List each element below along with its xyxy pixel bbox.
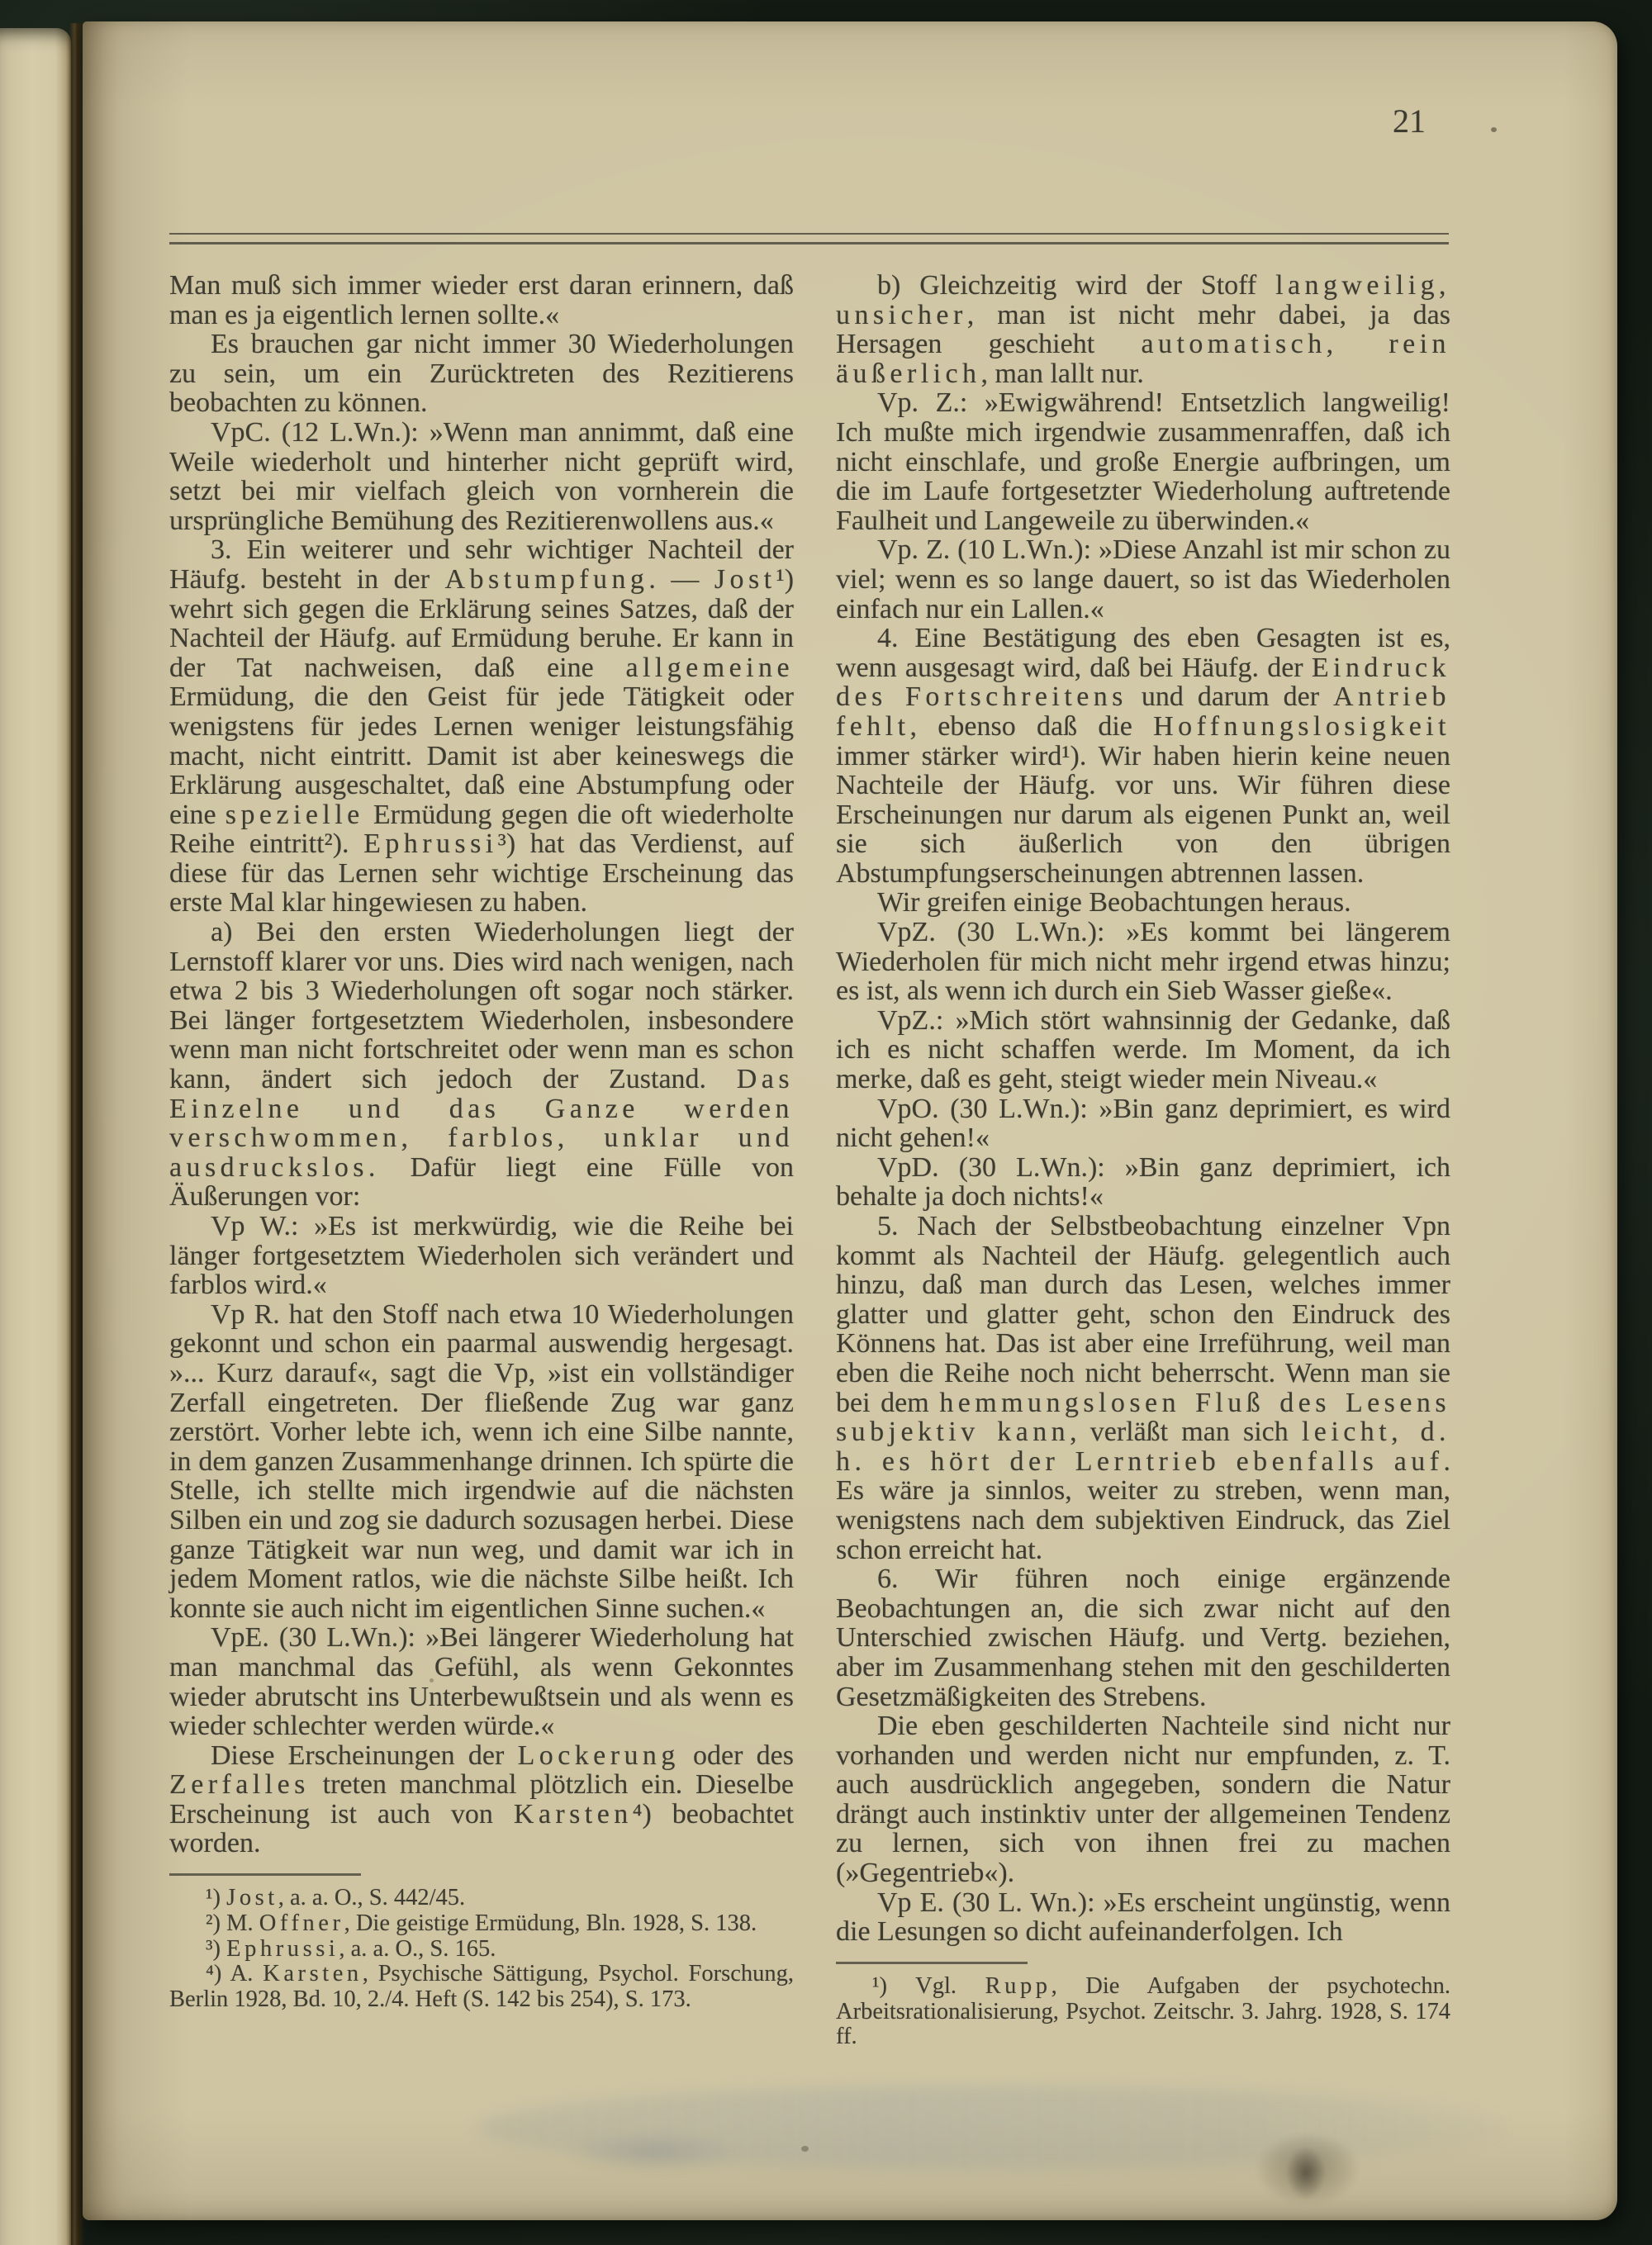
footnote: ⁴) A. Karsten, Psychische Sättigung, Psychol. Forschung, Berlin 1928, Bd. 10, 2./4. Heft (S. 142 bis 254), S. 173. bbox=[169, 1961, 794, 2013]
paragraph: Vp E. (30 L. Wn.): »Es erscheint ungünstig, wenn die Lesungen so dicht aufeinanderfolgen. Ich bbox=[836, 1887, 1450, 1948]
book-page bbox=[83, 21, 1617, 2220]
footnote: ¹) Vgl. Rupp, Die Aufgaben der psychotechn. Arbeitsrationalisierung, Psychot. Zeitschr. 3. Jahrg. 1928, S. 174 ff. bbox=[836, 1972, 1450, 2050]
column-right bbox=[836, 271, 1450, 2050]
paragraph: b) Gleichzeitig wird der Stoff langweilig, unsicher, man ist nicht mehr dabei, ja das Hersagen geschieht automatisch, rein äußerlich, man lallt nur. bbox=[836, 270, 1450, 389]
footnote: ²) M. Offner, Die geistige Ermüdung, Bln. 1928, S. 138. bbox=[206, 1910, 757, 1936]
paragraph: a) Bei den ersten Wiederholungen liegt der Lernstoff klarer vor uns. Dies wird nach wenigen, nach etwa 2 bis 3 Wiederholungen oft sogar noch stärker. Bei länger fortgesetztem Wiederholen, insbesondere wenn man nicht fortschreitet oder wenn man es schon kann, ändert sich jedoch der Zustand. Das Einzelne und das Ganze werden verschwommen, farblos, unklar und ausdruckslos. Dafür liegt eine Fülle von Äußerungen vor: bbox=[169, 917, 794, 1213]
speck bbox=[1491, 127, 1497, 132]
paragraph: Vp W.: »Es ist merkwürdig, wie die Reihe bei länger fortgesetztem Wiederholen sich verändert und farblos wird.« bbox=[169, 1211, 794, 1301]
paragraph: Vp. Z.: »Ewigwährend! Entsetzlich langweilig! Ich mußte mich irgendwie zusammenraffen, daß ich nicht einschlafe, und große Energie aufbringen, um die im Laufe fortgesetzter Wiederholung auftretende Faulheit und Langeweile zu überwinden.« bbox=[836, 387, 1450, 536]
column-left-body bbox=[169, 271, 794, 1858]
paragraph: Wir greifen einige Beobachtungen heraus. bbox=[877, 887, 1351, 918]
paragraph: VpO. (30 L.Wn.): »Bin ganz deprimiert, es wird nicht gehen!« bbox=[836, 1093, 1450, 1154]
page-number: 21 bbox=[1393, 102, 1426, 140]
column-right-footnotes bbox=[836, 1974, 1450, 2050]
footnote: ¹) Jost, a. a. O., S. 442/45. bbox=[206, 1885, 466, 1911]
stain bbox=[1246, 2126, 1370, 2212]
column-left-footnotes bbox=[169, 1886, 794, 2013]
stain bbox=[1282, 2141, 1330, 2205]
footnote: ³) Ephrussi, a. a. O., S. 165. bbox=[206, 1935, 496, 1962]
paragraph: VpD. (30 L.Wn.): »Bin ganz deprimiert, ich behalte ja doch nichts!« bbox=[836, 1151, 1450, 1213]
paragraph: VpE. (30 L.Wn.): »Bei längerer Wiederholung hat man manchmal das Gefühl, als wenn Gekonntes wieder abrutscht ins Unterbewußtsein und als wenn es wieder schlechter werden würde.« bbox=[169, 1622, 794, 1742]
speck bbox=[801, 2146, 809, 2152]
header-rule bbox=[169, 233, 1449, 244]
paragraph: VpZ.: »Mich stört wahnsinnig der Gedanke, daß ich es nicht schaffen werde. Im Moment, da ich merke, daß es geht, steigt wieder mein Niveau.« bbox=[836, 1004, 1450, 1095]
previous-page-edge bbox=[0, 28, 71, 2245]
paragraph: Vp R. hat den Stoff nach etwa 10 Wiederholungen gekonnt und schon ein paarmal auswendig hergesagt. »... Kurz darauf«, sagt die Vp, »ist ein vollständiger Zerfall eingetreten. Der fließende Zug war ganz zerstört. Vorher lebte ich, wenn ich eine Silbe nannte, in dem ganzen Zusammenhange drinnen. Ich spürte die Stelle, ich stellte mich irgendwie auf die nächsten Silben ein und zog sie dadurch sozusagen herbei. Diese ganze Tätigkeit war nun weg, und damit war ich in jedem Moment ratlos, wie die nächste Silbe heißt. Ich konnte sie auch nicht im eigentlichen Sinne suchen.« bbox=[169, 1298, 794, 1624]
paragraph: Vp. Z. (10 L.Wn.): »Diese Anzahl ist mir schon zu viel; wenn es so lange dauert, so ist das Wiederholen einfach nur ein Lallen.« bbox=[836, 534, 1450, 624]
paragraph: Es brauchen gar nicht immer 30 Wiederholungen zu sein, um ein Zurücktreten des Rezitierens beobachten zu können. bbox=[169, 329, 794, 419]
column-right-body bbox=[836, 271, 1450, 1947]
column-left bbox=[169, 271, 794, 2013]
footnote-rule-right bbox=[836, 1962, 1028, 1964]
paragraph: 5. Nach der Selbstbeobachtung einzelner Vpn kommt als Nachteil der Häufg. gelegentlich auch hinzu, daß man durch das Lesen, welches immer glatter und glatter geht, schon den Eindruck des Könnens hat. Das ist aber eine Irreführung, weil man eben die Reihe noch nicht beherrscht. Wenn man sie bei dem hemmungslosen Fluß des Lesens subjektiv kann, verläßt man sich leicht, d. h. es hört der Lerntrieb ebenfalls auf. Es wäre ja sinnlos, weiter zu streben, wenn man, wenigstens nach dem subjektiven Eindruck, das Ziel schon erreicht hat. bbox=[836, 1211, 1451, 1565]
paragraph: Die eben geschilderten Nachteile sind nicht nur vorhanden und werden nicht nur empfunden, z. T. auch ausdrücklich angegeben, sondern die Natur drängt auch instinktiv unter der allgemeinen Tendenz zu lernen, sich von ihnen frei zu machen (»Gegentrieb«). bbox=[836, 1711, 1450, 1889]
paragraph: Diese Erscheinungen der Lockerung oder des Zerfalles treten manchmal plötzlich ein. Dieselbe Erscheinung ist auch von Karsten⁴) beobachtet worden. bbox=[169, 1740, 794, 1859]
paragraph: Man muß sich immer wieder erst daran erinnern, daß man es ja eigentlich lernen sollte.« bbox=[169, 270, 794, 330]
paragraph: VpZ. (30 L.Wn.): »Es kommt bei längerem Wiederholen für mich nicht mehr irgend etwas hinzu; es ist, als wenn ich durch ein Sieb Wasser gieße«. bbox=[836, 917, 1450, 1007]
paragraph: VpC. (12 L.Wn.): »Wenn man annimmt, daß eine Weile wiederholt und hinterher nicht geprüft wird, setzt bei mir vielfach gleich von vornherein die ursprüngliche Bemühung des Rezitierenwollens aus.« bbox=[169, 416, 794, 536]
paragraph: 4. Eine Bestätigung des eben Gesagten ist es, wenn ausgesagt wird, daß bei Häufg. der Eindruck des Fortschreitens und darum der Antrieb fehlt, ebenso daß die Hoffnungslosigkeit immer stärker wird¹). Wir haben hierin keine neuen Nachteile der Häufg. vor uns. Wir führen diese Erscheinungen nur darum als eigenen Punkt an, weil sie sich äußerlich von den übrigen Abstumpfungserscheinungen abtrennen lassen. bbox=[836, 623, 1450, 889]
footnote-rule-left bbox=[169, 1873, 361, 1876]
paragraph: 3. Ein weiterer und sehr wichtiger Nachteil der Häufg. besteht in der Abstumpfung. — Jost¹) wehrt sich gegen die Erklärung seines Satzes, daß der Nachteil der Häufg. auf Ermüdung beruhe. Er kann in der Tat nachweisen, daß eine allgemeine Ermüdung, die den Geist für jede Tätigkeit oder wenigstens für jedes Lernen weniger leistungsfähig macht, nicht eintritt. Damit ist aber keineswegs die Erklärung ausgeschaltet, daß eine Abstumpfung oder eine spezielle Ermüdung gegen die oft wiederholte Reihe eintritt²). Ephrussi³) hat das Verdienst, auf diese für das Lernen sehr wichtige Erscheinung das erste Mal klar hingewiesen zu haben. bbox=[169, 534, 795, 918]
paragraph: 6. Wir führen noch einige ergänzende Beobachtungen an, die sich zwar nicht auf den Unterschied zwischen Häufg. und Vertg. beziehen, aber im Zusammenhang stehen mit den geschilderten Gesetzmäßigkeiten des Strebens. bbox=[836, 1564, 1450, 1712]
stain bbox=[479, 2086, 1503, 2169]
stain bbox=[545, 2126, 760, 2179]
